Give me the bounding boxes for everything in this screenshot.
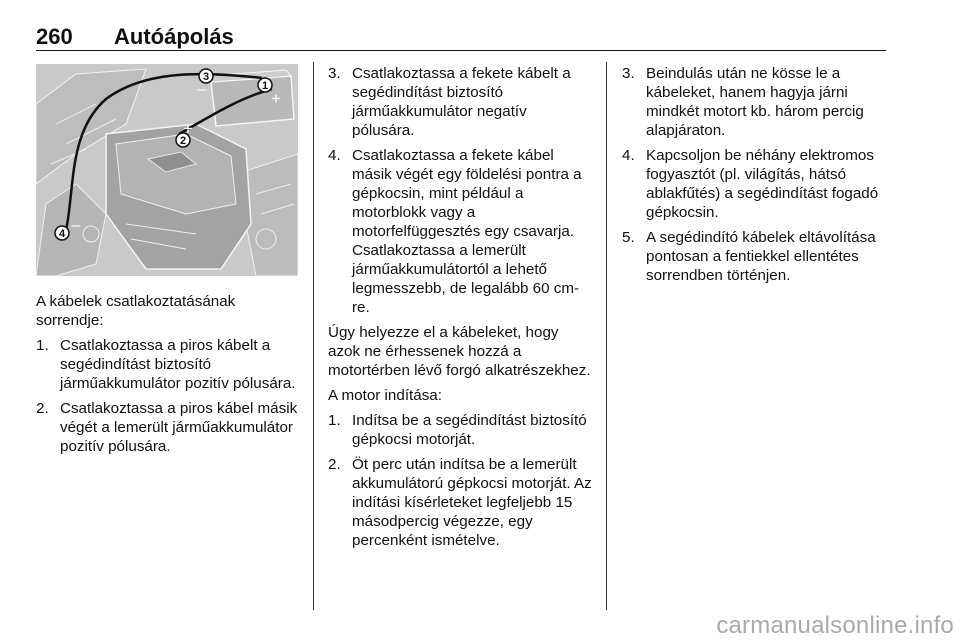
column-divider-1 (313, 62, 314, 610)
cable-placement-note: Úgy helyezze el a kábeleket, hogy azok ne érhessenek hozzá a motortérben lévő forgó alkatrészekhez. (328, 324, 591, 379)
list-item: 1. Csatlakoztassa a piros kábelt a segédindítást biztosító járműakkumulátor pozitív pólusára. (36, 337, 296, 392)
list-item: 4. Kapcsoljon be néhány elektromos fogyasztót (pl. világítás, hátsó ablakfűtés) a segédindítást fogadó gépkocsin. (622, 147, 879, 221)
column-1 (36, 64, 298, 462)
connection-intro: A kábelek csatlakoztatásának sorrendje: (36, 293, 236, 329)
list-item: 3. Csatlakoztassa a fekete kábelt a segédindítást biztosító járműakkumulátor negatív pólusára. (328, 65, 571, 139)
callout-3: 3 (202, 71, 210, 83)
list-item: 5. A segédindító kábelek eltávolítása pontosan a fentiekkel ellentétes sorrendben történjen. (622, 229, 876, 284)
minus-sign-3: – (197, 81, 207, 98)
engine-start-steps (328, 411, 593, 550)
engine-bay-drawing (36, 64, 298, 276)
column-3 (622, 64, 888, 291)
watermark: carmanualsonline.info (716, 612, 954, 639)
connection-steps-2 (328, 64, 593, 317)
list-item: 2. Csatlakoztassa a piros kábel másik végét a lemerült járműakkumulátor pozitív pólusára. (36, 400, 298, 455)
list-item: 2. Öt perc után indítsa be a lemerült akkumulátorú gépkocsi motorját. Az indítási kísérleteket legfeljebb 15 másodpercig végezze, egy percenként ismételve. (328, 456, 592, 549)
plus-sign-2: + (183, 119, 193, 138)
page-number: 260 (36, 24, 73, 49)
chapter-title: Autóápolás (114, 24, 234, 49)
list-item: 4. Csatlakoztassa a fekete kábel másik végét egy földelési pontra a gépkocsin, mint például a motorblokk vagy a motorfelfüggesztés egy csavarja. Csatlakoztassa a lemerült járműakkumulátortól a lehető legmesszebb, de legalább 60 cm-re. (328, 147, 582, 316)
plus-sign-1: + (271, 89, 281, 108)
engine-start-steps-continued (622, 64, 888, 285)
page-header (36, 24, 886, 51)
list-item: 3. Beindulás után ne kösse le a kábeleket, hanem hagyja járni mindkét motort kb. három percig alapjáraton. (622, 65, 864, 139)
column-2 (328, 64, 593, 556)
list-item: 1. Indítsa be a segédindítást biztosító gépkocsi motorját. (328, 412, 587, 448)
callout-4: 4 (58, 228, 66, 240)
connection-steps-1 (36, 336, 298, 456)
callout-2: 2 (179, 135, 187, 147)
engine-start-heading: A motor indítása: (328, 387, 442, 404)
minus-sign-4: – (71, 217, 81, 234)
callout-1: 1 (261, 80, 269, 92)
engine-bay-illustration (36, 64, 298, 276)
column-divider-2 (606, 62, 607, 610)
